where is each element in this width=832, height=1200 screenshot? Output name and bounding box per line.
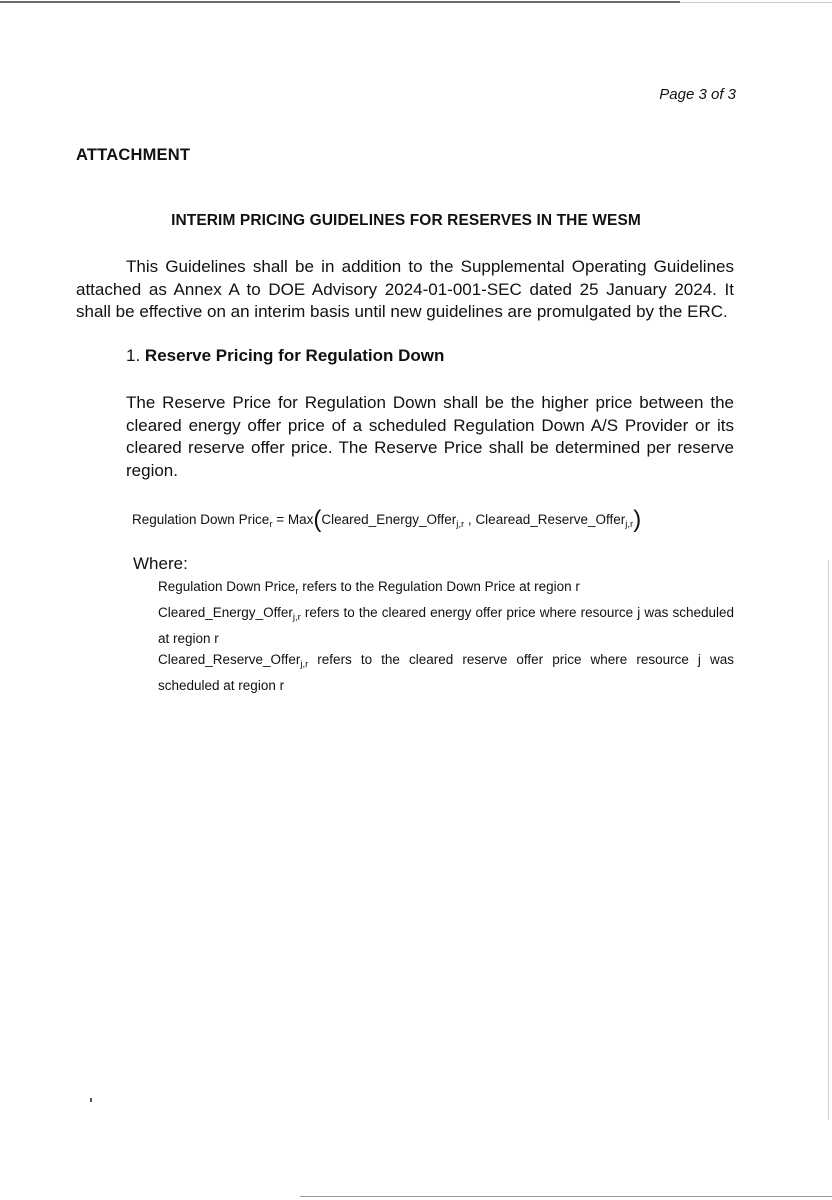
definition-term: Regulation Down Price: [158, 579, 296, 594]
definition-item: [158, 649, 734, 696]
definition-text: refers to the Regulation Down Price at region r: [298, 579, 580, 594]
formula-equals: =: [272, 512, 288, 527]
formula-arg2: Clearead_Reserve_Offer: [475, 512, 626, 527]
scan-border-right: [828, 560, 829, 1120]
definition-text: refers to the cleared energy offer price where resource j was scheduled at region r: [158, 605, 734, 646]
definition-subscript: j,r: [300, 659, 309, 670]
definition-text: refers to the cleared reserve offer price where resource j was scheduled at region r: [158, 652, 734, 693]
formula-lhs-subscript: r: [269, 519, 273, 530]
definition-item: [158, 576, 734, 602]
definition-item: [158, 602, 734, 649]
scan-border-bottom: [300, 1196, 832, 1197]
section-paragraph: The Reserve Price for Regulation Down shall be the higher price between the cleared energy offer price of a scheduled Regulation Down A/S Provider or its cleared reserve offer price. The Reserve Price shall be determined per reserve region.: [126, 393, 734, 480]
intro-paragraph: This Guidelines shall be in addition to the Supplemental Operating Guidelines attached as Annex A to DOE Advisory 2024-01-001-SEC dated 25 January 2024. It shall be effective on an interim basis until new guidelines are promulgated by the ERC.: [76, 257, 734, 321]
page-number: Page 3 of 3: [659, 86, 736, 103]
formula-lhs: Regulation Down Price: [132, 512, 270, 527]
definition-term: Cleared_Energy_Offer: [158, 605, 293, 620]
definition-subscript: r: [295, 586, 299, 597]
formula-close-paren: ): [633, 506, 642, 533]
formula-arg1-subscript: j,r: [456, 519, 465, 530]
formula-separator: ,: [464, 512, 476, 527]
section-heading: [126, 346, 444, 366]
pricing-formula: [132, 504, 641, 541]
scan-border-top-faint: [680, 2, 832, 3]
section-title: Reserve Pricing for Regulation Down: [144, 346, 445, 365]
formula-function: Max: [287, 512, 314, 527]
formula-arg1: Cleared_Energy_Offer: [321, 512, 457, 527]
definitions-list: [158, 576, 734, 696]
formula-open-paren: (: [313, 506, 322, 533]
attachment-heading: ATTACHMENT: [76, 146, 191, 164]
section-number: 1.: [126, 346, 141, 365]
definition-subscript: j,r: [292, 612, 301, 623]
formula-arg2-subscript: j,r: [625, 519, 634, 530]
definition-term: Cleared_Reserve_Offer: [158, 652, 301, 667]
document-title: INTERIM PRICING GUIDELINES FOR RESERVES IN THE WESM: [171, 212, 641, 229]
scan-border-top: [0, 1, 680, 3]
scan-speck: [90, 1098, 92, 1102]
where-label: Where:: [133, 554, 188, 573]
